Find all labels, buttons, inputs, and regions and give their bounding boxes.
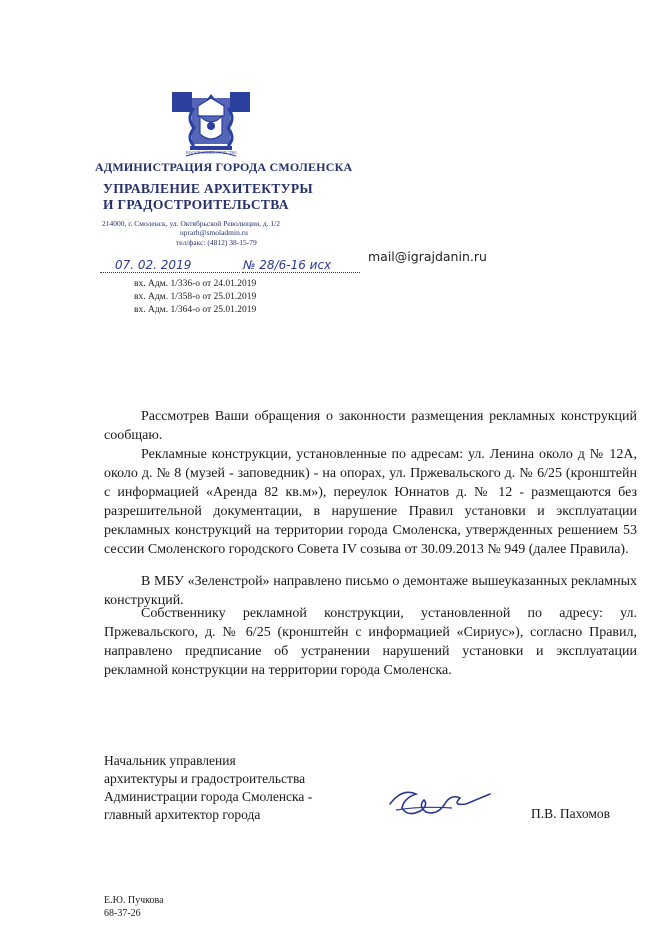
- department-name-line2: И ГРАДОСТРОИТЕЛЬСТВА: [103, 197, 289, 212]
- incoming-ref: вх. Адм. 1/358-о от 25.01.2019: [134, 292, 257, 302]
- body-paragraph: Собственнику рекламной конструкции, установленной по адресу: ул. Пржевальского, д. № 6/25 (кронштейн с информацией «Сириус»), согласно Правил, направлено предписание об устранении нарушений установки и эксплуатации рекламной конструкции на территории города Смоленска.: [104, 606, 637, 678]
- body-paragraph: Рассмотрев Ваши обращения о законности размещения рекламных конструкций сообщаю.: [104, 409, 637, 443]
- organization-name: АДМИНИСТРАЦИЯ ГОРОДА СМОЛЕНСКА: [95, 160, 353, 174]
- signer-name: П.В. Пахомов: [531, 806, 611, 821]
- signatory-title: архитектуры и градостроительства: [104, 771, 306, 786]
- signatory-title: Администрации города Смоленска -: [104, 789, 313, 804]
- crest-caption: ВОСКРЕСЕНИЕ ОТЧЕСТВА: [186, 150, 237, 155]
- department-name-line1: УПРАВЛЕНИЕ АРХИТЕКТУРЫ: [103, 181, 313, 196]
- handwritten-signature: [382, 780, 494, 824]
- body-paragraph: Рекламные конструкции, установленные по адресам: ул. Ленина около д № 12А, около д. № 8 (музей - заповедник) - на опорах, ул. Пржевальского д. № 6/25 (кронштейн с информацией «Аренда 82 кв.м»), переулок Юннатов д. № 12 - размещаются без разрешительной документации, в нарушение Правил установки и эксплуатации рекламных конструкций на территории города Смоленска, утвержденных решением 53 сессии Смоленского городского Совета IV созыва от 30.09.2013 № 949 (далее Правила).: [104, 447, 637, 557]
- signatory-title: главный архитектор города: [104, 807, 261, 822]
- signatory-title: Начальник управления: [104, 753, 236, 768]
- outgoing-date: 07. 02. 2019: [115, 258, 192, 272]
- executor-phone: 68-37-26: [104, 908, 141, 919]
- letterhead-email: uprarh@smoladmin.ru: [180, 228, 248, 237]
- number-underline: [242, 272, 360, 273]
- letterhead-address: 214000, г. Смоленск, ул. Октябрьской Революции, д. 1/2: [102, 219, 280, 228]
- outgoing-number: № 28/6-16 исх: [243, 258, 332, 272]
- letterhead-phone: тел/факс: (4812) 38-15-79: [176, 238, 257, 247]
- incoming-ref: вх. Адм. 1/364-о от 25.01.2019: [134, 305, 257, 315]
- executor-name: Е.Ю. Пучкова: [104, 895, 164, 906]
- recipient-email: mail@igrajdanin.ru: [368, 249, 487, 264]
- incoming-ref: вх. Адм. 1/336-о от 24.01.2019: [134, 279, 257, 289]
- date-underline: [100, 272, 240, 273]
- body-paragraph: В МБУ «Зеленстрой» направлено письмо о демонтаже вышеуказанных рекламных конструкций.: [104, 574, 637, 608]
